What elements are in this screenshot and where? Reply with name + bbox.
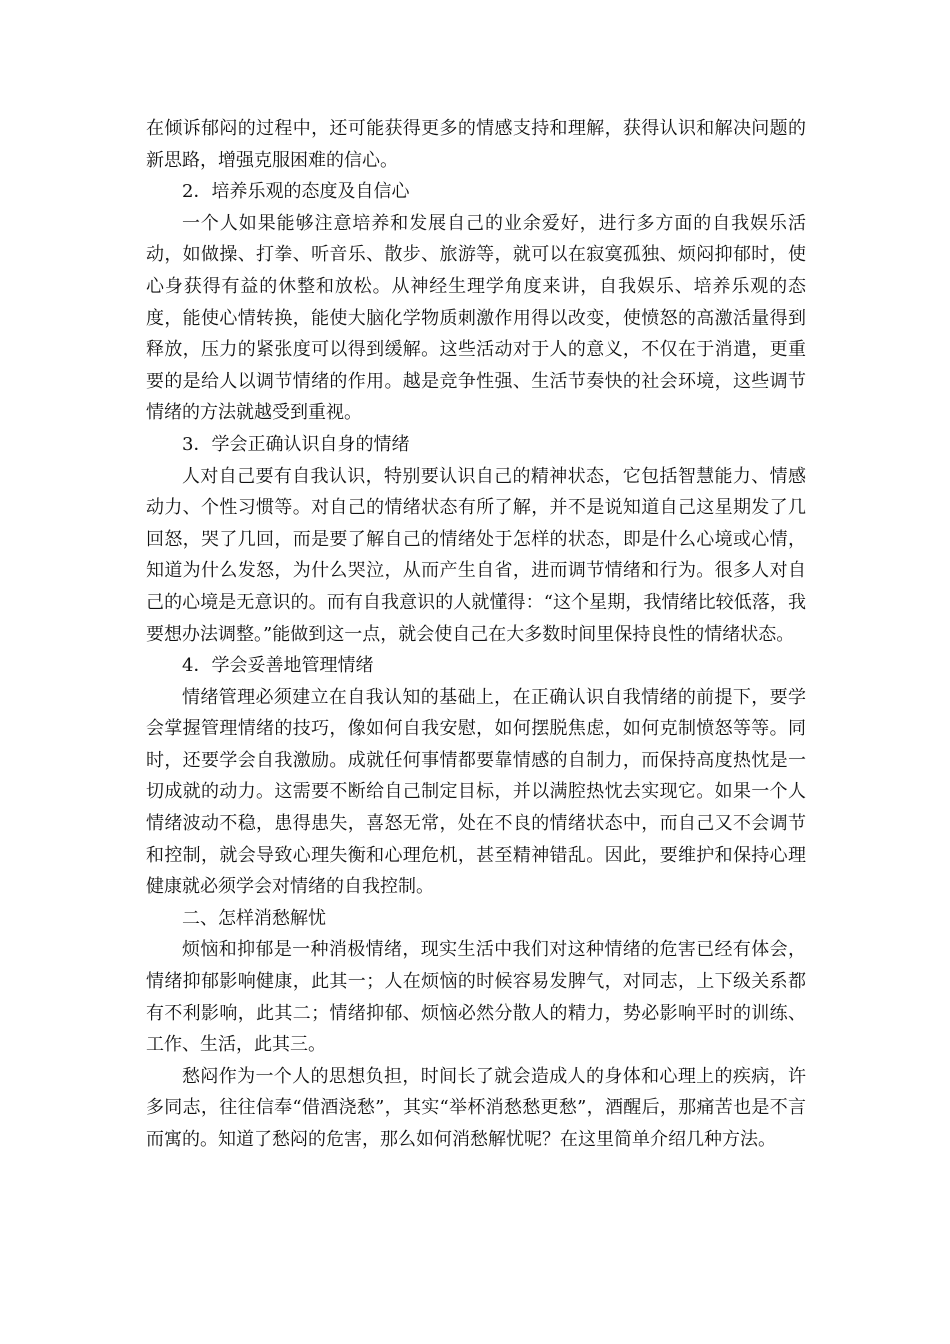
section-heading-part-2: 二、怎样消愁解忧 [182,907,326,929]
section-heading-3: 3．学会正确认识自身的情绪 [182,433,410,455]
paragraph-continuation: 在倾诉郁闷的过程中，还可能获得更多的情感支持和理解，获得认识和解决问题的新思路，增强克服困难的信心。 [146,118,806,171]
paragraph-relieve-worry: 愁闷作为一个人的思想负担，时间长了就会造成人的身体和心理上的疾病，许多同志，往往信奉“借酒浇愁”，其实“举杯消愁愁更愁”，酒醒后，那痛苦也是不言而寓的。知道了愁闷的危害，那么如何消愁解忧呢？在这里简单介绍几种方法。 [146,1065,806,1150]
paragraph-optimism: 一个人如果能够注意培养和发展自己的业余爱好，进行多方面的自我娱乐活动，如做操、打拳、听音乐、散步、旅游等，就可以在寂寞孤独、烦闷抑郁时，使心身获得有益的休整和放松。从神经生理学角度来讲，自我娱乐、培养乐观的态度，能使心情转换，能使大脑化学物质刺激作用得以改变，使愤怒的高激活量得到释放，压力的紧张度可以得到缓解。这些活动对于人的意义，不仅在于消遣，更重要的是给人以调节情绪的作用。越是竞争性强、生活节奏快的社会环境，这些调节情绪的方法就越受到重视。 [146,212,806,424]
paragraph-self-awareness: 人对自己要有自我认识，特别要认识自己的精神状态，它包括智慧能力、情感动力、个性习惯等。对自己的情绪状态有所了解，并不是说知道自己这星期发了几回怒，哭了几回，而是要了解自己的情绪处于怎样的状态，即是什么心境或心情，知道为什么发怒，为什么哭泣，从而产生自省，进而调节情绪和行为。很多人对自己的心境是无意识的。而有自我意识的人就懂得：“这个星期，我情绪比较低落，我要想办法调整。”能做到这一点，就会使自己在大多数时间里保持良性的情绪状态。 [146,465,806,645]
paragraph-emotion-management: 情绪管理必须建立在自我认知的基础上，在正确认识自我情绪的前提下，要学会掌握管理情绪的技巧，像如何自我安慰，如何摆脱焦虑，如何克制愤怒等等。同时，还要学会自我激励。成就任何事情都要靠情感的自制力，而保持高度热忱是一切成就的动力。这需要不断给自己制定目标，并以满腔热忱去实现它。如果一个人情绪波动不稳，患得患失，喜怒无常，处在不良的情绪状态中，而自己又不会调节和控制，就会导致心理失衡和心理危机，甚至精神错乱。因此，要维护和保持心理健康就必须学会对情绪的自我控制。 [146,686,806,898]
section-heading-4: 4．学会妥善地管理情绪 [182,655,374,677]
section-heading-2: 2．培养乐观的态度及自信心 [182,181,410,203]
paragraph-worry-harm: 烦恼和抑郁是一种消极情绪，现实生活中我们对这种情绪的危害已经有体会，情绪抑郁影响健康，此其一；人在烦恼的时候容易发脾气，对同志，上下级关系都有不利影响，此其二；情绪抑郁、烦恼必然分散人的精力，势必影响平时的训练、工作、生活，此其三。 [146,939,806,1056]
document-page [146,113,806,1156]
